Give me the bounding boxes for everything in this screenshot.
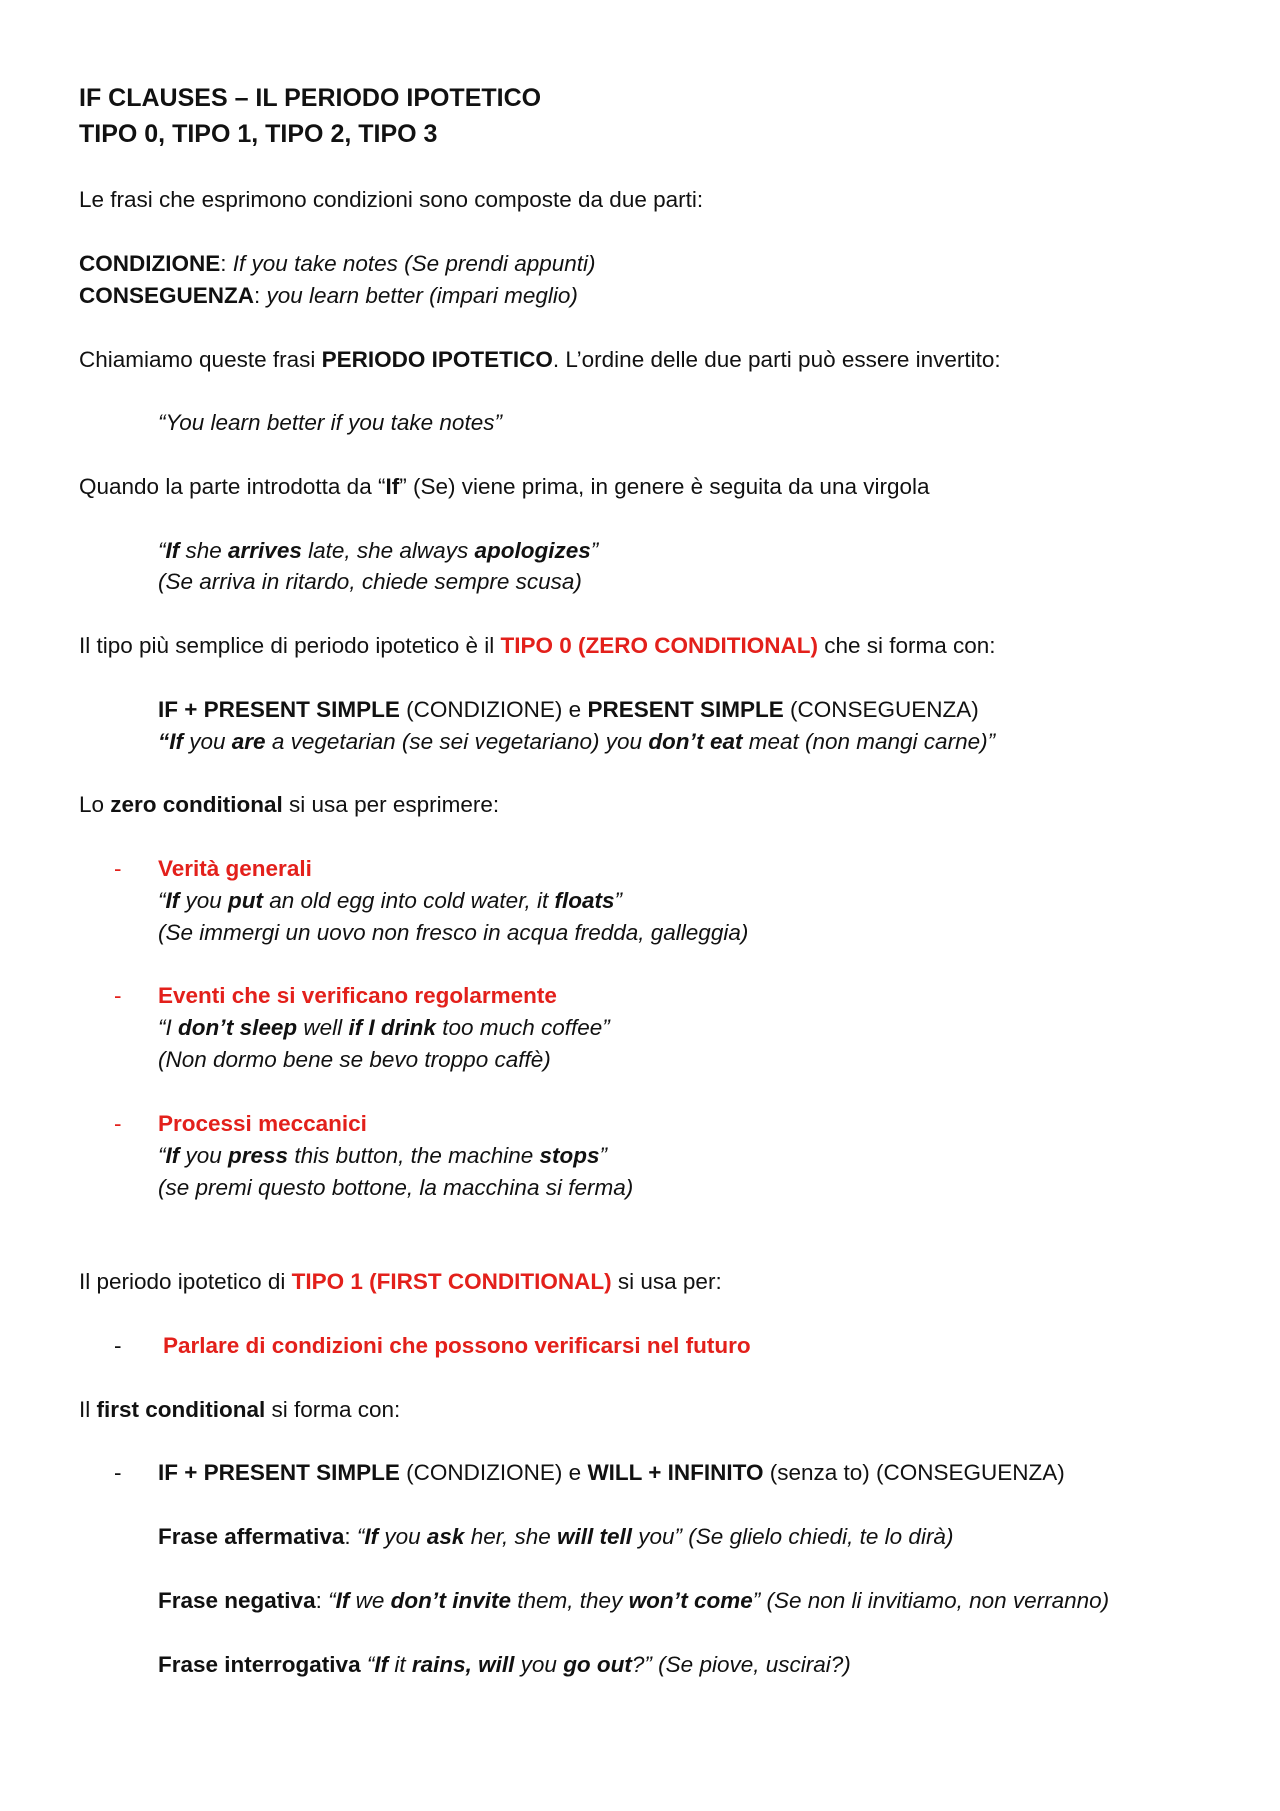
bullet-heading-eventi: Eventi che si verificano regolarmente xyxy=(158,983,557,1008)
conseguenza-label: CONSEGUENZA xyxy=(79,283,255,308)
tipo0-example: “If you are a vegetarian (se sei vegetariano) you don’t eat meat (non mangi carne)” xyxy=(158,729,996,754)
bullet-dash: - xyxy=(114,1460,122,1485)
bullet-example-eventi: “I don’t sleep well if I drink too much coffee” xyxy=(158,1015,610,1040)
condizione-line: CONDIZIONE: If you take notes (Se prendi appunti) xyxy=(79,251,596,276)
example-invert: “You learn better if you take notes” xyxy=(158,410,502,435)
bullet-dash: - xyxy=(114,983,122,1008)
tipo1-paragraph: Il periodo ipotetico di TIPO 1 (FIRST CONDITIONAL) si usa per: xyxy=(79,1269,722,1294)
bullet-dash: - xyxy=(114,856,122,881)
virgola-paragraph: Quando la parte introdotta da “If” (Se) viene prima, in genere è seguita da una virgola xyxy=(79,474,930,499)
title-line-2: TIPO 0, TIPO 1, TIPO 2, TIPO 3 xyxy=(79,120,438,148)
tipo0-paragraph: Il tipo più semplice di periodo ipotetico è il TIPO 0 (ZERO CONDITIONAL) che si forma con: xyxy=(79,633,996,658)
tipo0-highlight: TIPO 0 (ZERO CONDITIONAL) xyxy=(500,633,818,658)
bullet-example-verita: “If you put an old egg into cold water, it floats” xyxy=(158,888,622,913)
bullet-translation-eventi: (Non dormo bene se bevo troppo caffè) xyxy=(158,1047,551,1072)
conseguenza-line: CONSEGUENZA: you learn better (impari meglio) xyxy=(79,283,578,308)
tipo0-formula: IF + PRESENT SIMPLE (CONDIZIONE) e PRESENT SIMPLE (CONSEGUENZA) xyxy=(158,697,979,722)
first-formula: IF + PRESENT SIMPLE (CONDIZIONE) e WILL + INFINITO (senza to) (CONSEGUENZA) xyxy=(158,1460,1065,1485)
bullet-dash: - xyxy=(114,1111,122,1136)
intro-paragraph: Le frasi che esprimono condizioni sono composte da due parti: xyxy=(79,187,704,212)
tipo1-highlight: TIPO 1 (FIRST CONDITIONAL) xyxy=(291,1269,612,1294)
bullet-example-processi: “If you press this button, the machine stops” xyxy=(158,1143,607,1168)
bullet-dash: - xyxy=(114,1333,122,1358)
bullet-translation-processi: (se premi questo bottone, la macchina si ferma) xyxy=(158,1175,634,1200)
example-virgola: “If she arrives late, she always apologizes” xyxy=(158,538,599,563)
tipo1-bullet: Parlare di condizioni che possono verificarsi nel futuro xyxy=(163,1333,751,1358)
first-forma-paragraph: Il first conditional si forma con: xyxy=(79,1397,401,1422)
bullet-translation-verita: (Se immergi un uovo non fresco in acqua fredda, galleggia) xyxy=(158,920,749,945)
bullet-heading-processi: Processi meccanici xyxy=(158,1111,367,1136)
condizione-label: CONDIZIONE xyxy=(79,251,221,276)
example-virgola-translation: (Se arriva in ritardo, chiede sempre scusa) xyxy=(158,569,582,594)
title-line-1: IF CLAUSES – IL PERIODO IPOTETICO xyxy=(79,84,542,112)
frase-negativa: Frase negativa: “If we don’t invite them, they won’t come” (Se non li invitiamo, non verranno) xyxy=(158,1588,1110,1613)
frase-affermativa: Frase affermativa: “If you ask her, she will tell you” (Se glielo chiedi, te lo dirà) xyxy=(158,1524,954,1549)
frase-interrogativa: Frase interrogativa “If it rains, will you go out?” (Se piove, uscirai?) xyxy=(158,1652,851,1677)
periodo-paragraph: Chiamiamo queste frasi PERIODO IPOTETICO. L’ordine delle due parti può essere invertito: xyxy=(79,347,1001,372)
bullet-heading-verita: Verità generali xyxy=(158,856,312,881)
zero-uses-paragraph: Lo zero conditional si usa per esprimere: xyxy=(79,792,500,817)
